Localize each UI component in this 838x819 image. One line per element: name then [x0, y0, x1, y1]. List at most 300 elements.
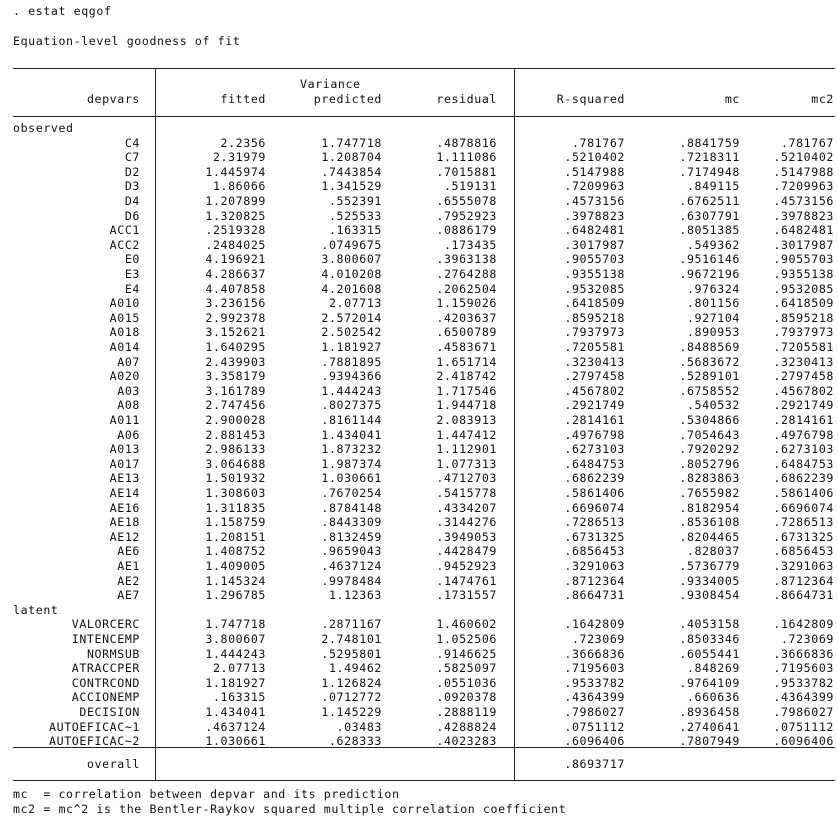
- row-fitted-cell: 2.31979: [212, 150, 266, 164]
- row-mc2-cell: .2797458: [773, 369, 834, 383]
- row-mc2-cell: .3017987: [773, 238, 834, 252]
- row-predicted-cell: .8132459: [321, 530, 382, 544]
- row-fitted-cell: 3.161789: [205, 384, 266, 398]
- section-latent: latent: [13, 603, 59, 617]
- table-top-rule: [13, 68, 835, 69]
- row-residual-cell: .0886179: [436, 223, 497, 237]
- row-mc-cell: .6762511: [679, 194, 740, 208]
- row-predicted-cell: 1.145229: [321, 705, 382, 719]
- row-mc2-cell: .6696074: [773, 501, 834, 515]
- row-residual-cell: .3144276: [436, 515, 497, 529]
- row-mc-cell: .7920292: [679, 442, 740, 456]
- row-mc-cell: .549362: [686, 238, 740, 252]
- row-fitted-cell: 1.308603: [205, 486, 266, 500]
- row-rsq-cell: .3017987: [564, 238, 625, 252]
- row-name-cell: D2: [124, 165, 140, 179]
- row-residual-cell: .5825097: [436, 661, 497, 675]
- row-mc-cell: .5683672: [679, 355, 740, 369]
- row-rsq-cell: .3291063: [564, 559, 625, 573]
- footnote-mc2: mc2 = mc^2 is the Bentler-Raykov squared multiple correlation coefficient: [13, 802, 567, 816]
- row-predicted-cell: .8784148: [321, 501, 382, 515]
- row-mc-cell: .848269: [686, 661, 740, 675]
- row-rsq-cell: .8712364: [564, 574, 625, 588]
- row-fitted-cell: 1.445974: [205, 165, 266, 179]
- row-predicted-cell: .9394366: [321, 369, 382, 383]
- row-mc2-cell: .4976798: [773, 428, 834, 442]
- row-residual-cell: .173435: [443, 238, 497, 252]
- row-residual-cell: .4712703: [436, 471, 497, 485]
- row-name-cell: A06: [117, 428, 140, 442]
- row-predicted-cell: .7443854: [321, 165, 382, 179]
- row-mc-cell: .5736779: [679, 559, 740, 573]
- row-residual-cell: .6500789: [436, 325, 497, 339]
- row-mc-cell: .9516146: [679, 252, 740, 266]
- row-mc-cell: .2740641: [679, 720, 740, 734]
- row-name-cell: E3: [124, 267, 140, 281]
- row-fitted-cell: .163315: [212, 690, 266, 704]
- row-predicted-cell: 4.201608: [321, 282, 382, 296]
- row-predicted-cell: 1.747718: [321, 136, 382, 150]
- row-residual-cell: 1.077313: [436, 457, 497, 471]
- row-mc2-cell: .7986027: [773, 705, 834, 719]
- row-rsq-cell: .4976798: [564, 428, 625, 442]
- row-mc-cell: .8536108: [679, 515, 740, 529]
- row-fitted-cell: 4.407858: [205, 282, 266, 296]
- overall-label: overall: [86, 757, 140, 771]
- row-mc2-cell: .7209963: [773, 179, 834, 193]
- row-name-cell: ACC1: [109, 223, 140, 237]
- row-rsq-cell: .6273103: [564, 442, 625, 456]
- row-fitted-cell: 1.296785: [205, 588, 266, 602]
- row-fitted-cell: 1.640295: [205, 340, 266, 354]
- row-mc2-cell: .8595218: [773, 311, 834, 325]
- row-predicted-cell: 3.800607: [321, 252, 382, 266]
- row-residual-cell: 1.717546: [436, 384, 497, 398]
- header-rsquared: R-squared: [556, 92, 625, 106]
- row-name-cell: AE7: [117, 588, 140, 602]
- row-predicted-cell: 4.010208: [321, 267, 382, 281]
- row-mc-cell: .8503346: [679, 632, 740, 646]
- row-rsq-cell: .6096406: [564, 734, 625, 748]
- row-predicted-cell: .0712772: [321, 690, 382, 704]
- row-predicted-cell: .9659043: [321, 544, 382, 558]
- row-fitted-cell: 1.181927: [205, 676, 266, 690]
- row-residual-cell: .7015881: [436, 165, 497, 179]
- row-predicted-cell: 1.181927: [321, 340, 382, 354]
- row-fitted-cell: 1.434041: [205, 705, 266, 719]
- row-mc2-cell: .7937973: [773, 325, 834, 339]
- row-mc2-cell: .2814161: [773, 413, 834, 427]
- row-residual-cell: .4023283: [436, 734, 497, 748]
- row-name-cell: DECISION: [79, 705, 140, 719]
- row-residual-cell: .4203637: [436, 311, 497, 325]
- row-fitted-cell: 1.158759: [205, 515, 266, 529]
- row-name-cell: AE16: [109, 501, 140, 515]
- row-fitted-cell: 4.196921: [205, 252, 266, 266]
- row-rsq-cell: .1642809: [564, 617, 625, 631]
- row-mc-cell: .8488569: [679, 340, 740, 354]
- row-name-cell: ATRACCPER: [71, 661, 140, 675]
- row-name-cell: E4: [124, 282, 140, 296]
- row-mc-cell: .9334005: [679, 574, 740, 588]
- row-name-cell: VALORCERC: [71, 617, 140, 631]
- overall-rsquared: .8693717: [564, 757, 625, 771]
- row-name-cell: AUTOEFICAC~2: [49, 734, 140, 748]
- row-mc2-cell: .9533782: [773, 676, 834, 690]
- row-name-cell: A020: [109, 369, 140, 383]
- row-fitted-cell: 1.145324: [205, 574, 266, 588]
- row-residual-cell: .0551036: [436, 676, 497, 690]
- row-name-cell: C4: [124, 136, 140, 150]
- row-mc-cell: .7174948: [679, 165, 740, 179]
- row-mc-cell: .6055441: [679, 647, 740, 661]
- row-rsq-cell: .0751112: [564, 720, 625, 734]
- row-rsq-cell: .9355138: [564, 267, 625, 281]
- row-rsq-cell: .2797458: [564, 369, 625, 383]
- row-name-cell: A07: [117, 355, 140, 369]
- row-residual-cell: 1.651714: [436, 355, 497, 369]
- row-name-cell: D3: [124, 179, 140, 193]
- row-predicted-cell: 1.434041: [321, 428, 382, 442]
- row-residual-cell: 1.447412: [436, 428, 497, 442]
- table-bottom-rule: [13, 780, 835, 781]
- row-fitted-cell: 2.986133: [205, 442, 266, 456]
- row-name-cell: C7: [124, 150, 140, 164]
- row-name-cell: AE14: [109, 486, 140, 500]
- row-rsq-cell: .3978823: [564, 209, 625, 223]
- row-mc2-cell: .6273103: [773, 442, 834, 456]
- header-mc: mc: [724, 92, 740, 106]
- row-predicted-cell: 1.12363: [328, 588, 382, 602]
- header-mc2: mc2: [811, 92, 834, 106]
- row-residual-cell: 2.083913: [436, 413, 497, 427]
- row-fitted-cell: 4.286637: [205, 267, 266, 281]
- row-fitted-cell: 1.444243: [205, 647, 266, 661]
- row-predicted-cell: 2.748101: [321, 632, 382, 646]
- row-predicted-cell: .2871167: [321, 617, 382, 631]
- row-name-cell: E0: [124, 252, 140, 266]
- row-predicted-cell: .03483: [336, 720, 382, 734]
- row-mc2-cell: .6731325: [773, 530, 834, 544]
- row-mc-cell: .976324: [686, 282, 740, 296]
- row-mc-cell: .9672196: [679, 267, 740, 281]
- row-residual-cell: .9452923: [436, 559, 497, 573]
- row-fitted-cell: 3.152621: [205, 325, 266, 339]
- row-name-cell: A015: [109, 311, 140, 325]
- row-rsq-cell: .7986027: [564, 705, 625, 719]
- row-residual-cell: .1731557: [436, 588, 497, 602]
- row-rsq-cell: .6418509: [564, 296, 625, 310]
- row-rsq-cell: .3666836: [564, 647, 625, 661]
- row-name-cell: AE18: [109, 515, 140, 529]
- row-rsq-cell: .5210402: [564, 150, 625, 164]
- row-residual-cell: 1.460602: [436, 617, 497, 631]
- row-residual-cell: .0920378: [436, 690, 497, 704]
- row-mc2-cell: .6482481: [773, 223, 834, 237]
- row-mc-cell: .8283863: [679, 471, 740, 485]
- row-name-cell: A011: [109, 413, 140, 427]
- row-fitted-cell: 1.320825: [205, 209, 266, 223]
- row-fitted-cell: 1.030661: [205, 734, 266, 748]
- row-rsq-cell: .4573156: [564, 194, 625, 208]
- row-predicted-cell: 2.572014: [321, 311, 382, 325]
- row-fitted-cell: 1.747718: [205, 617, 266, 631]
- row-mc2-cell: .723069: [780, 632, 834, 646]
- row-fitted-cell: 3.800607: [205, 632, 266, 646]
- row-rsq-cell: .2814161: [564, 413, 625, 427]
- row-mc2-cell: .5861406: [773, 486, 834, 500]
- row-name-cell: ACCIONEMP: [71, 690, 140, 704]
- row-predicted-cell: 2.07713: [328, 296, 382, 310]
- row-name-cell: AE2: [117, 574, 140, 588]
- row-fitted-cell: 3.236156: [205, 296, 266, 310]
- row-mc-cell: .801156: [686, 296, 740, 310]
- row-mc-cell: .8936458: [679, 705, 740, 719]
- row-predicted-cell: 1.030661: [321, 471, 382, 485]
- row-fitted-cell: .2519328: [205, 223, 266, 237]
- row-mc-cell: .828037: [686, 544, 740, 558]
- row-rsq-cell: .6484753: [564, 457, 625, 471]
- row-rsq-cell: .6696074: [564, 501, 625, 515]
- row-mc2-cell: .5210402: [773, 150, 834, 164]
- row-fitted-cell: 1.408752: [205, 544, 266, 558]
- header-variance: Variance: [300, 77, 361, 91]
- row-mc-cell: .7218311: [679, 150, 740, 164]
- table-title: Equation-level goodness of fit: [13, 34, 241, 48]
- row-fitted-cell: 2.900028: [205, 413, 266, 427]
- row-mc2-cell: .6862239: [773, 471, 834, 485]
- row-mc2-cell: .7286513: [773, 515, 834, 529]
- header-fitted: fitted: [220, 92, 266, 106]
- row-residual-cell: .519131: [443, 179, 497, 193]
- row-predicted-cell: .525533: [328, 209, 382, 223]
- row-residual-cell: .4334207: [436, 501, 497, 515]
- row-fitted-cell: 1.86066: [212, 179, 266, 193]
- row-name-cell: A08: [117, 398, 140, 412]
- row-name-cell: AE12: [109, 530, 140, 544]
- row-mc-cell: .9764109: [679, 676, 740, 690]
- row-mc-cell: .890953: [686, 325, 740, 339]
- row-mc-cell: .8204465: [679, 530, 740, 544]
- row-mc-cell: .660636: [686, 690, 740, 704]
- row-name-cell: AUTOEFICAC~1: [49, 720, 140, 734]
- section-observed: observed: [13, 121, 74, 135]
- row-mc2-cell: .7195603: [773, 661, 834, 675]
- row-rsq-cell: .6482481: [564, 223, 625, 237]
- row-rsq-cell: .8664731: [564, 588, 625, 602]
- row-mc2-cell: .0751112: [773, 720, 834, 734]
- row-mc-cell: .8841759: [679, 136, 740, 150]
- row-residual-cell: .9146625: [436, 647, 497, 661]
- row-rsq-cell: .2921749: [564, 398, 625, 412]
- row-name-cell: NORMSUB: [86, 647, 140, 661]
- row-predicted-cell: .8161144: [321, 413, 382, 427]
- row-mc-cell: .9308454: [679, 588, 740, 602]
- row-mc-cell: .6307791: [679, 209, 740, 223]
- header-rule: [13, 116, 835, 117]
- row-predicted-cell: .9978484: [321, 574, 382, 588]
- row-mc-cell: .8052796: [679, 457, 740, 471]
- row-mc-cell: .6758552: [679, 384, 740, 398]
- row-predicted-cell: 1.341529: [321, 179, 382, 193]
- row-mc-cell: .7807949: [679, 734, 740, 748]
- row-name-cell: A014: [109, 340, 140, 354]
- row-rsq-cell: .6731325: [564, 530, 625, 544]
- row-residual-cell: .6555078: [436, 194, 497, 208]
- command-line: . estat eqgof: [13, 4, 112, 18]
- row-rsq-cell: .6862239: [564, 471, 625, 485]
- row-residual-cell: .2062504: [436, 282, 497, 296]
- row-rsq-cell: .6856453: [564, 544, 625, 558]
- header-depvars: depvars: [86, 92, 140, 106]
- row-fitted-cell: 2.992378: [205, 311, 266, 325]
- row-rsq-cell: .3230413: [564, 355, 625, 369]
- row-predicted-cell: .0749675: [321, 238, 382, 252]
- row-rsq-cell: .7195603: [564, 661, 625, 675]
- row-name-cell: A010: [109, 296, 140, 310]
- row-mc2-cell: .781767: [780, 136, 834, 150]
- row-mc2-cell: .9055703: [773, 252, 834, 266]
- row-mc-cell: .5304866: [679, 413, 740, 427]
- row-predicted-cell: .8443309: [321, 515, 382, 529]
- row-predicted-cell: .7881895: [321, 355, 382, 369]
- row-residual-cell: 1.944718: [436, 398, 497, 412]
- row-rsq-cell: .7205581: [564, 340, 625, 354]
- row-predicted-cell: .4637124: [321, 559, 382, 573]
- row-name-cell: A018: [109, 325, 140, 339]
- row-mc2-cell: .4567802: [773, 384, 834, 398]
- row-name-cell: ACC2: [109, 238, 140, 252]
- row-name-cell: AE1: [117, 559, 140, 573]
- row-residual-cell: .1474761: [436, 574, 497, 588]
- row-name-cell: D6: [124, 209, 140, 223]
- row-name-cell: A03: [117, 384, 140, 398]
- footnote-mc: mc = correlation between depvar and its prediction: [13, 787, 400, 801]
- row-predicted-cell: .5295801: [321, 647, 382, 661]
- row-rsq-cell: .781767: [571, 136, 625, 150]
- row-mc2-cell: .3666836: [773, 647, 834, 661]
- row-name-cell: CONTRCOND: [71, 676, 140, 690]
- row-fitted-cell: 1.311835: [205, 501, 266, 515]
- row-mc2-cell: .9532085: [773, 282, 834, 296]
- row-name-cell: D4: [124, 194, 140, 208]
- row-predicted-cell: 1.126824: [321, 676, 382, 690]
- row-mc-cell: .849115: [686, 179, 740, 193]
- row-mc2-cell: .3978823: [773, 209, 834, 223]
- row-predicted-cell: 2.502542: [321, 325, 382, 339]
- row-mc2-cell: .8712364: [773, 574, 834, 588]
- row-mc2-cell: .6418509: [773, 296, 834, 310]
- row-fitted-cell: 2.439903: [205, 355, 266, 369]
- row-rsq-cell: .7209963: [564, 179, 625, 193]
- row-fitted-cell: 1.501932: [205, 471, 266, 485]
- row-mc-cell: .7054643: [679, 428, 740, 442]
- row-name-cell: A017: [109, 457, 140, 471]
- row-residual-cell: .4288824: [436, 720, 497, 734]
- row-mc-cell: .7655982: [679, 486, 740, 500]
- row-predicted-cell: 1.873232: [321, 442, 382, 456]
- row-fitted-cell: 3.358179: [205, 369, 266, 383]
- row-mc2-cell: .1642809: [773, 617, 834, 631]
- row-fitted-cell: 2.2356: [220, 136, 266, 150]
- row-predicted-cell: .628333: [328, 734, 382, 748]
- rsq-divider: [514, 68, 515, 780]
- row-fitted-cell: .4637124: [205, 720, 266, 734]
- row-rsq-cell: .4364399: [564, 690, 625, 704]
- row-predicted-cell: .552391: [328, 194, 382, 208]
- row-rsq-cell: .8595218: [564, 311, 625, 325]
- row-mc-cell: .5289101: [679, 369, 740, 383]
- row-rsq-cell: .5861406: [564, 486, 625, 500]
- row-mc2-cell: .6096406: [773, 734, 834, 748]
- row-mc2-cell: .7205581: [773, 340, 834, 354]
- row-residual-cell: .3949053: [436, 530, 497, 544]
- row-residual-cell: .7952923: [436, 209, 497, 223]
- stub-divider: [155, 68, 156, 780]
- row-name-cell: A013: [109, 442, 140, 456]
- row-residual-cell: .2888119: [436, 705, 497, 719]
- row-fitted-cell: 2.881453: [205, 428, 266, 442]
- row-rsq-cell: .7286513: [564, 515, 625, 529]
- header-predicted: predicted: [313, 92, 382, 106]
- row-residual-cell: .2764288: [436, 267, 497, 281]
- row-fitted-cell: 1.409005: [205, 559, 266, 573]
- row-name-cell: INTENCEMP: [71, 632, 140, 646]
- row-rsq-cell: .9055703: [564, 252, 625, 266]
- row-predicted-cell: 1.987374: [321, 457, 382, 471]
- row-mc2-cell: .9355138: [773, 267, 834, 281]
- row-mc-cell: .927104: [686, 311, 740, 325]
- row-mc-cell: .540532: [686, 398, 740, 412]
- row-residual-cell: .4878816: [436, 136, 497, 150]
- row-fitted-cell: 1.208151: [205, 530, 266, 544]
- row-mc2-cell: .8664731: [773, 588, 834, 602]
- row-predicted-cell: 1.208704: [321, 150, 382, 164]
- row-residual-cell: 1.052506: [436, 632, 497, 646]
- row-rsq-cell: .4567802: [564, 384, 625, 398]
- row-predicted-cell: 1.444243: [321, 384, 382, 398]
- row-fitted-cell: 2.07713: [212, 661, 266, 675]
- row-mc2-cell: .4573156: [773, 194, 834, 208]
- row-residual-cell: 1.159026: [436, 296, 497, 310]
- row-name-cell: AE6: [117, 544, 140, 558]
- row-fitted-cell: .2484025: [205, 238, 266, 252]
- row-mc2-cell: .5147988: [773, 165, 834, 179]
- row-residual-cell: .4583671: [436, 340, 497, 354]
- row-rsq-cell: .9533782: [564, 676, 625, 690]
- row-mc2-cell: .4364399: [773, 690, 834, 704]
- row-mc2-cell: .3230413: [773, 355, 834, 369]
- row-rsq-cell: .7937973: [564, 325, 625, 339]
- row-rsq-cell: .723069: [571, 632, 625, 646]
- row-residual-cell: 1.111086: [436, 150, 497, 164]
- row-fitted-cell: 2.747456: [205, 398, 266, 412]
- row-mc2-cell: .3291063: [773, 559, 834, 573]
- row-residual-cell: .4428479: [436, 544, 497, 558]
- row-predicted-cell: .8027375: [321, 398, 382, 412]
- row-mc2-cell: .2921749: [773, 398, 834, 412]
- row-mc-cell: .8182954: [679, 501, 740, 515]
- row-predicted-cell: .163315: [328, 223, 382, 237]
- row-fitted-cell: 1.207899: [205, 194, 266, 208]
- row-residual-cell: 2.418742: [436, 369, 497, 383]
- row-rsq-cell: .9532085: [564, 282, 625, 296]
- row-mc-cell: .8051385: [679, 223, 740, 237]
- header-residual: residual: [436, 92, 497, 106]
- row-rsq-cell: .5147988: [564, 165, 625, 179]
- row-predicted-cell: 1.49462: [328, 661, 382, 675]
- row-predicted-cell: .7670254: [321, 486, 382, 500]
